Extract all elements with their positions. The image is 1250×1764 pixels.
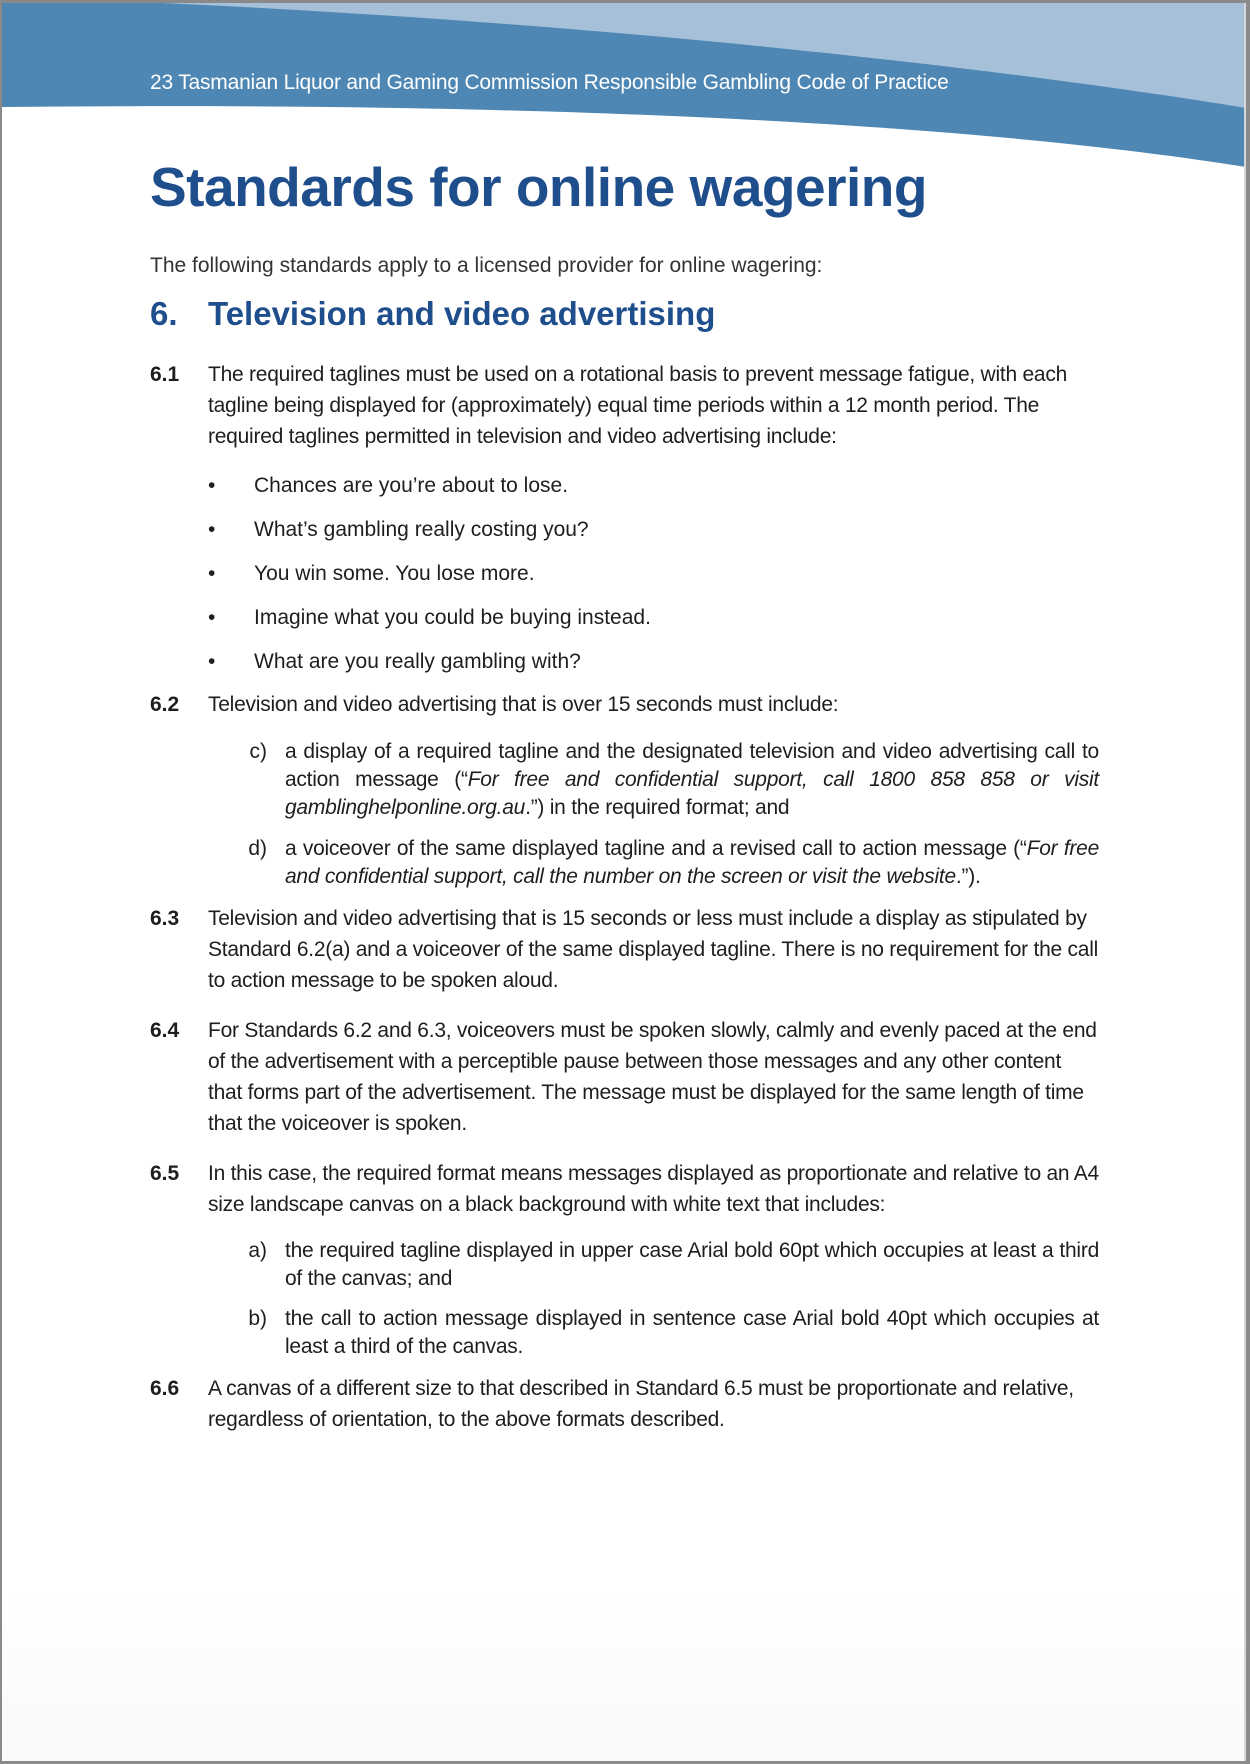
clause-6-5 — [150, 1158, 1100, 1220]
list-item — [208, 515, 1088, 559]
running-header: 23 Tasmanian Liquor and Gaming Commission Responsible Gambling Code of Practice — [150, 71, 949, 94]
sub-item-b — [237, 1305, 1099, 1361]
sub-item-label: c) — [249, 740, 267, 763]
clause-number: 6.5 — [150, 1162, 180, 1185]
clause-6-6 — [150, 1373, 1100, 1435]
clause-number: 6.4 — [150, 1019, 180, 1042]
clause-number: 6.2 — [150, 693, 180, 716]
intro-paragraph: The following standards apply to a licensed provider for online wagering: — [150, 254, 823, 277]
section-number: 6. — [150, 295, 178, 332]
tagline-text: You win some. You lose more. — [254, 562, 535, 585]
tagline-text: Imagine what you could be buying instead. — [254, 606, 651, 629]
sub-item-d — [237, 835, 1099, 891]
clause-number: 6.3 — [150, 907, 180, 930]
sub-item-text: a display of a required tagline and the designated television and video advertising call to action message (“For free and confidential support, call 1800 858 858 or visit gamblinghelponline.org.au.”) in the required format; and — [285, 740, 1100, 819]
call-to-action-message: For free and confidential support, call 1800 858 858 or visit gamblinghelponline.org.au — [285, 768, 1100, 819]
clause-text: For Standards 6.2 and 6.3, voiceovers must be spoken slowly, calmly and evenly paced at the end of the advertisement with a perceptible pause between those messages and any other content that forms part of the advertisement. The message must be displayed for the same length of time that the voiceover is spoken. — [208, 1019, 1097, 1135]
clause-text: The required taglines must be used on a rotational basis to prevent message fatigue, with each tagline being displayed for (approximately) equal time periods within a 12 month period. The required taglines permitted in television and video advertising include: — [208, 363, 1068, 448]
sub-item-text: the required tagline displayed in upper case Arial bold 60pt which occupies at least a third of the canvas; and — [285, 1239, 1099, 1290]
sub-item-label: a) — [248, 1239, 267, 1262]
clause-text: Television and video advertising that is over 15 seconds must include: — [208, 693, 839, 716]
clause-number: 6.1 — [150, 363, 180, 386]
sub-item-c — [237, 738, 1099, 822]
tagline-text: Chances are you’re about to lose. — [254, 474, 569, 497]
clause-6-3 — [150, 903, 1100, 996]
clause-text: Television and video advertising that is 15 seconds or less must include a display as stipulated by Standard 6.2(a) and a voiceover of the same displayed tagline. There is no requirement for the call to action message to be spoken aloud. — [208, 907, 1099, 992]
list-item — [208, 603, 1088, 647]
list-item — [208, 471, 1088, 515]
page-title: Standards for online wagering — [150, 156, 927, 218]
bullet-icon: • — [208, 518, 216, 541]
sub-item-a — [237, 1237, 1099, 1293]
clause-text: In this case, the required format means messages displayed as proportionate and relative to an A4 size landscape canvas on a black background with white text that includes: — [208, 1162, 1099, 1216]
bullet-icon: • — [208, 474, 216, 497]
call-to-action-message: For free and confidential support, call the number on the screen or visit the website — [285, 837, 1100, 888]
bullet-icon: • — [208, 650, 216, 673]
sub-item-label: b) — [248, 1307, 267, 1330]
document-page — [2, 3, 1246, 1761]
bullet-icon: • — [208, 562, 216, 585]
tagline-list — [208, 471, 1088, 691]
tagline-text: What are you really gambling with? — [254, 650, 581, 673]
clause-6-1 — [150, 359, 1100, 452]
section-title: Television and video advertising — [208, 295, 716, 332]
sub-item-text: a voiceover of the same displayed tagline and a revised call to action message (“For free and confidential support, call the number on the screen or visit the website.”). — [285, 837, 1100, 888]
sub-item-text: the call to action message displayed in sentence case Arial bold 40pt which occupies at least a third of the canvas. — [285, 1307, 1099, 1358]
clause-6-4 — [150, 1015, 1100, 1139]
list-item — [208, 559, 1088, 603]
sub-item-label: d) — [248, 837, 267, 860]
bullet-icon: • — [208, 606, 216, 629]
clause-number: 6.6 — [150, 1377, 180, 1400]
section-heading — [150, 295, 715, 333]
list-item — [208, 647, 1088, 691]
clause-text: A canvas of a different size to that described in Standard 6.5 must be proportionate and relative, regardless of orientation, to the above formats described. — [208, 1377, 1074, 1431]
clause-6-2 — [150, 689, 1100, 720]
tagline-text: What’s gambling really costing you? — [254, 518, 589, 541]
